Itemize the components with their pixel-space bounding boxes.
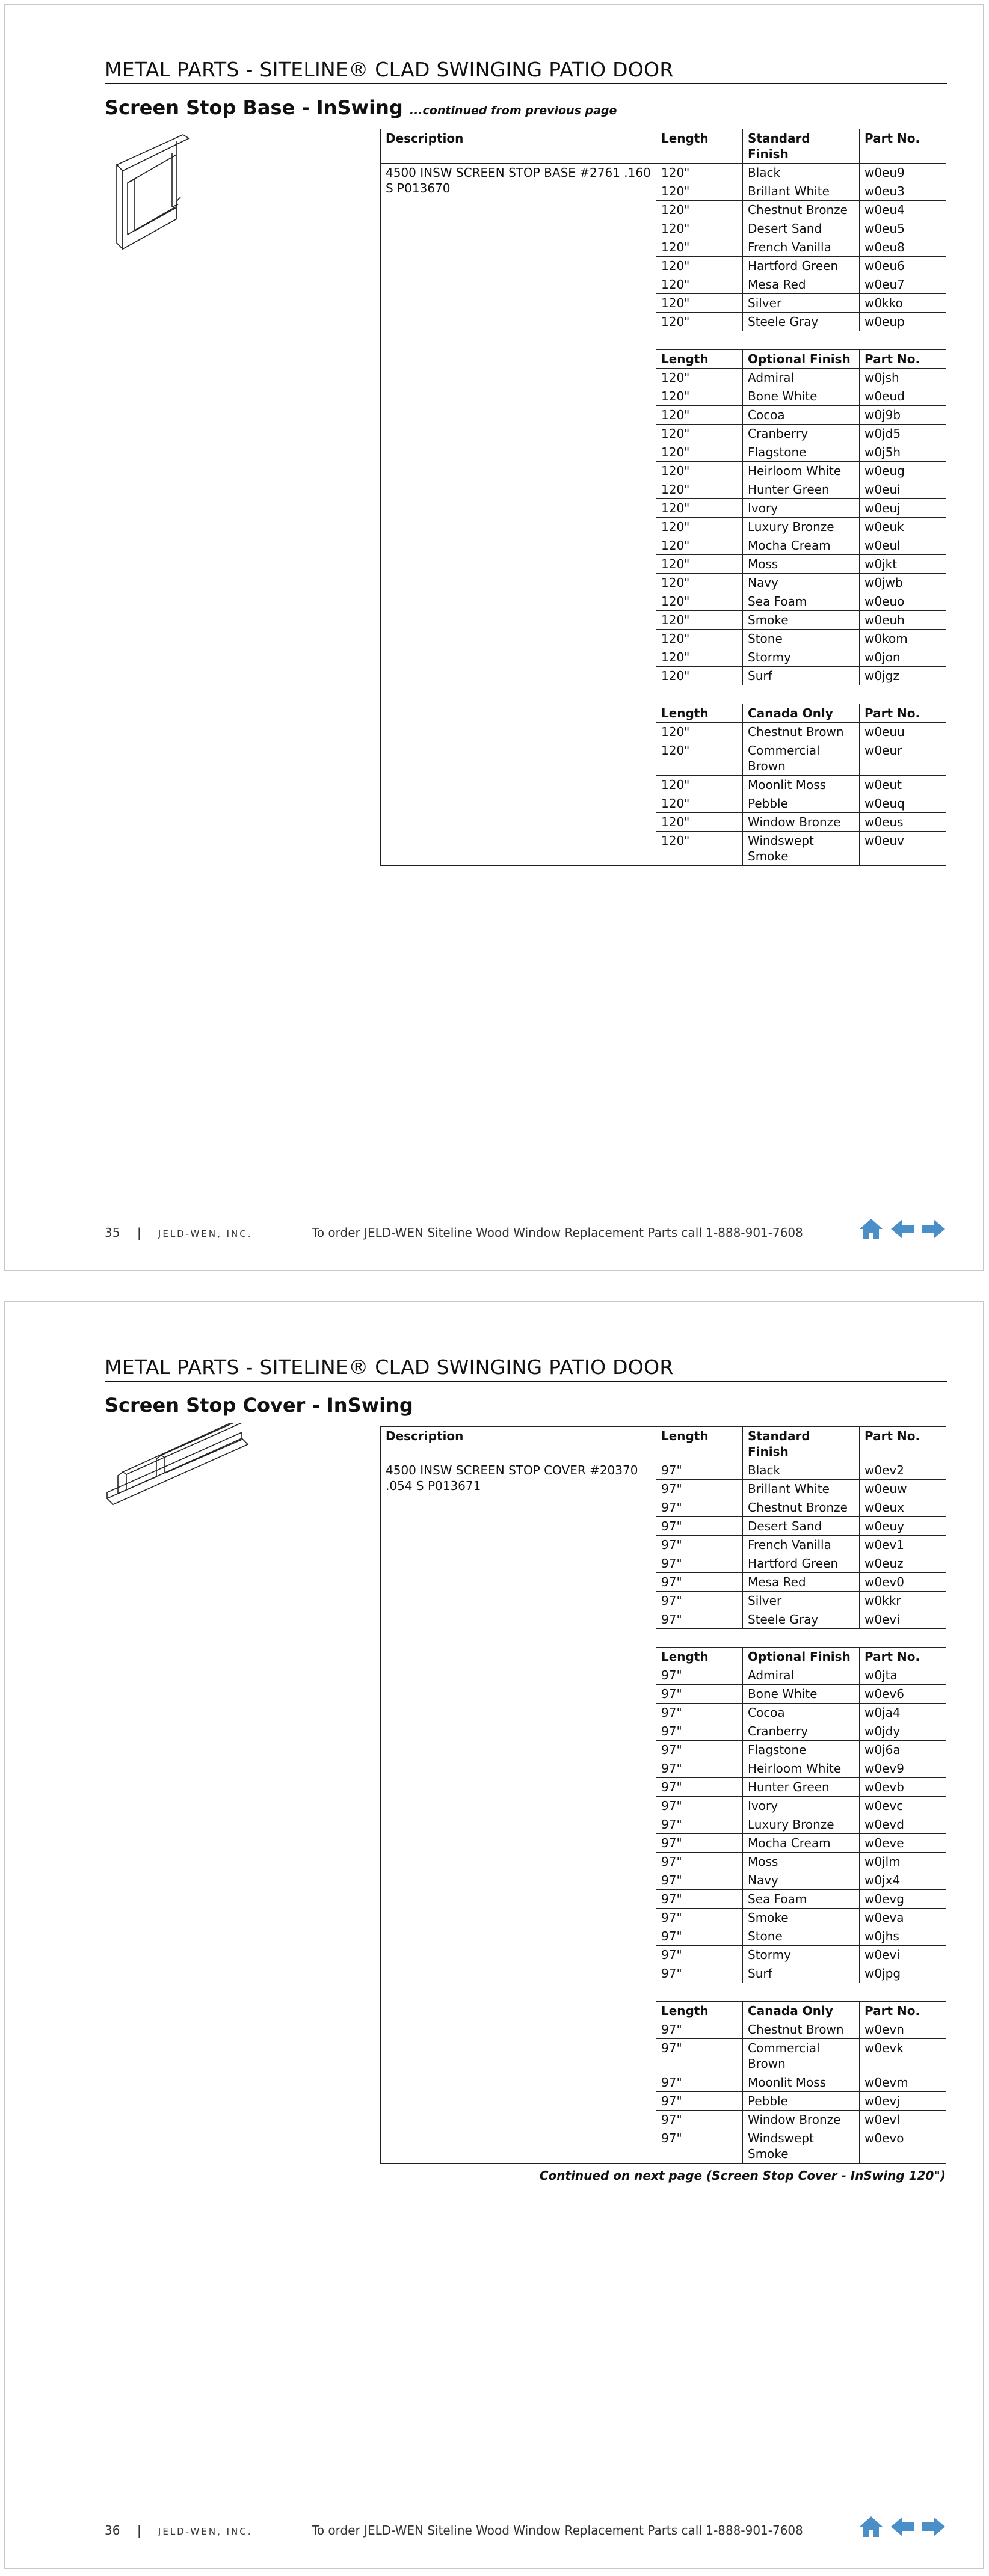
- column-header: Standard Finish: [743, 129, 860, 164]
- column-header: Standard Finish: [743, 1427, 860, 1461]
- part-number-cell: w0euq: [860, 794, 946, 813]
- page-number: 35: [105, 1225, 120, 1240]
- home-icon[interactable]: [858, 1217, 884, 1244]
- finish-cell: Navy: [743, 574, 860, 592]
- finish-cell: Pebble: [743, 794, 860, 813]
- length-cell: 120": [656, 667, 743, 685]
- section-title: [105, 96, 617, 119]
- part-number-cell: w0euz: [860, 1554, 946, 1573]
- length-cell: 120": [656, 480, 743, 499]
- part-number-cell: w0evb: [860, 1778, 946, 1797]
- length-cell: 120": [656, 611, 743, 630]
- length-cell: 120": [656, 499, 743, 518]
- finish-cell: Sea Foam: [743, 592, 860, 611]
- length-cell: 97": [656, 1890, 743, 1909]
- part-number-cell: w0jwb: [860, 574, 946, 592]
- part-number-cell: w0eu3: [860, 182, 946, 201]
- length-cell: 97": [656, 1685, 743, 1704]
- finish-cell: Pebble: [743, 2092, 860, 2111]
- part-description: 4500 INSW SCREEN STOP COVER #20370 .054 S P013671: [381, 1461, 656, 2164]
- length-cell: 97": [656, 1573, 743, 1592]
- part-number-cell: w0kkr: [860, 1592, 946, 1610]
- part-number-cell: w0eve: [860, 1834, 946, 1853]
- length-cell: 97": [656, 1666, 743, 1685]
- part-number-cell: w0eu5: [860, 219, 946, 238]
- length-cell: 120": [656, 201, 743, 219]
- column-header: Length: [656, 704, 743, 723]
- finish-cell: Chestnut Bronze: [743, 201, 860, 219]
- length-cell: 120": [656, 219, 743, 238]
- length-cell: 120": [656, 555, 743, 574]
- part-number-cell: w0evc: [860, 1797, 946, 1815]
- length-cell: 120": [656, 630, 743, 648]
- section-note: ...continued from previous page: [409, 104, 617, 117]
- length-cell: 97": [656, 1722, 743, 1741]
- part-number-cell: w0evk: [860, 2039, 946, 2073]
- part-number-cell: w0evj: [860, 2092, 946, 2111]
- part-number-cell: w0euy: [860, 1517, 946, 1536]
- part-number-cell: w0eus: [860, 813, 946, 832]
- screen-stop-cover-illustration: [105, 1423, 261, 1515]
- length-cell: 97": [656, 1759, 743, 1778]
- footer-separator: |: [137, 2523, 141, 2538]
- finish-cell: Stormy: [743, 1946, 860, 1964]
- part-number-cell: w0eug: [860, 462, 946, 480]
- length-cell: 120": [656, 406, 743, 425]
- length-cell: 97": [656, 1815, 743, 1834]
- part-number-cell: w0evi: [860, 1610, 946, 1629]
- length-cell: 120": [656, 257, 743, 275]
- finish-cell: Windswept Smoke: [743, 832, 860, 866]
- part-number-cell: w0eu6: [860, 257, 946, 275]
- finish-cell: Commercial Brown: [743, 2039, 860, 2073]
- finish-cell: Moss: [743, 555, 860, 574]
- finish-cell: Sea Foam: [743, 1890, 860, 1909]
- finish-cell: Ivory: [743, 1797, 860, 1815]
- part-number-cell: w0eu7: [860, 275, 946, 294]
- length-cell: 120": [656, 723, 743, 741]
- finish-cell: Chestnut Brown: [743, 723, 860, 741]
- section-title-text: Screen Stop Cover - InSwing: [105, 1394, 413, 1417]
- length-cell: 120": [656, 592, 743, 611]
- length-cell: 97": [656, 1909, 743, 1927]
- finish-cell: Luxury Bronze: [743, 518, 860, 536]
- length-cell: 97": [656, 1834, 743, 1853]
- length-cell: 97": [656, 1498, 743, 1517]
- part-number-cell: w0jlm: [860, 1853, 946, 1871]
- parts-table: [380, 1426, 946, 2164]
- length-cell: 97": [656, 1927, 743, 1946]
- part-number-cell: w0jgz: [860, 667, 946, 685]
- finish-cell: Surf: [743, 1964, 860, 1983]
- part-number-cell: w0eut: [860, 776, 946, 794]
- finish-cell: Silver: [743, 1592, 860, 1610]
- finish-cell: French Vanilla: [743, 1536, 860, 1554]
- spacer-cell: [656, 1983, 946, 2002]
- finish-cell: Desert Sand: [743, 1517, 860, 1536]
- part-number-cell: w0euk: [860, 518, 946, 536]
- finish-cell: Bone White: [743, 1685, 860, 1704]
- home-icon[interactable]: [858, 2515, 884, 2541]
- column-header: Optional Finish: [743, 350, 860, 369]
- table-row: [381, 1461, 946, 1480]
- finish-cell: Stone: [743, 630, 860, 648]
- spacer-cell: [656, 1629, 946, 1648]
- length-cell: 97": [656, 1610, 743, 1629]
- description-header: Description: [381, 1427, 656, 1461]
- finish-cell: Stormy: [743, 648, 860, 667]
- part-number-cell: w0euj: [860, 499, 946, 518]
- length-cell: 97": [656, 2129, 743, 2164]
- length-cell: 120": [656, 238, 743, 257]
- length-cell: 120": [656, 741, 743, 776]
- column-header: Part No.: [860, 1648, 946, 1666]
- part-number-cell: w0eu9: [860, 164, 946, 182]
- finish-cell: Flagstone: [743, 1741, 860, 1759]
- finish-cell: Smoke: [743, 611, 860, 630]
- finish-cell: Stone: [743, 1927, 860, 1946]
- part-number-cell: w0ev0: [860, 1573, 946, 1592]
- part-number-cell: w0ev6: [860, 1685, 946, 1704]
- finish-cell: Cranberry: [743, 1722, 860, 1741]
- part-number-cell: w0evi: [860, 1946, 946, 1964]
- column-header: Canada Only: [743, 2002, 860, 2020]
- finish-cell: Window Bronze: [743, 2111, 860, 2129]
- part-number-cell: w0kko: [860, 294, 946, 313]
- part-number-cell: w0jkt: [860, 555, 946, 574]
- part-number-cell: w0jon: [860, 648, 946, 667]
- finish-cell: Chestnut Brown: [743, 2020, 860, 2039]
- section-title-text: Screen Stop Base - InSwing: [105, 96, 403, 119]
- finish-cell: Heirloom White: [743, 1759, 860, 1778]
- finish-cell: Hunter Green: [743, 1778, 860, 1797]
- page-navigation: [858, 2515, 948, 2541]
- length-cell: 120": [656, 794, 743, 813]
- finish-cell: Brillant White: [743, 182, 860, 201]
- column-header: Length: [656, 2002, 743, 2020]
- table-row: [381, 164, 946, 182]
- length-cell: 120": [656, 832, 743, 866]
- finish-cell: Mesa Red: [743, 1573, 860, 1592]
- page-number: 36: [105, 2523, 120, 2538]
- part-description: 4500 INSW SCREEN STOP BASE #2761 .160 S P013670: [381, 164, 656, 866]
- finish-cell: Steele Gray: [743, 313, 860, 331]
- length-cell: 120": [656, 387, 743, 406]
- part-number-cell: w0euv: [860, 832, 946, 866]
- length-cell: 97": [656, 1480, 743, 1498]
- length-cell: 120": [656, 443, 743, 462]
- next-page-icon[interactable]: [920, 2515, 947, 2541]
- finish-cell: Cranberry: [743, 425, 860, 443]
- part-number-cell: w0eui: [860, 480, 946, 499]
- catalog-page: [4, 4, 984, 1271]
- length-cell: 97": [656, 1704, 743, 1722]
- next-page-icon[interactable]: [920, 1217, 947, 1244]
- finish-cell: Cocoa: [743, 1704, 860, 1722]
- page-header-title: METAL PARTS - SITELINE® CLAD SWINGING PATIO DOOR: [105, 58, 674, 81]
- parts-table: [380, 129, 946, 866]
- screen-stop-base-illustration: [105, 129, 195, 263]
- column-header: Part No.: [860, 129, 946, 164]
- order-info: To order JELD-WEN Siteline Wood Window Replacement Parts call 1-888-901-7608: [312, 2523, 803, 2538]
- length-cell: 97": [656, 2020, 743, 2039]
- finish-cell: Hartford Green: [743, 1554, 860, 1573]
- length-cell: 97": [656, 2111, 743, 2129]
- part-number-cell: w0eup: [860, 313, 946, 331]
- finish-cell: Mocha Cream: [743, 1834, 860, 1853]
- part-number-cell: w0kom: [860, 630, 946, 648]
- length-cell: 97": [656, 1778, 743, 1797]
- length-cell: 97": [656, 1592, 743, 1610]
- table-header-row: [381, 129, 946, 164]
- finish-cell: Moonlit Moss: [743, 2073, 860, 2092]
- length-cell: 97": [656, 1536, 743, 1554]
- part-number-cell: w0evl: [860, 2111, 946, 2129]
- finish-cell: Admiral: [743, 1666, 860, 1685]
- page-footer: [105, 2523, 803, 2538]
- column-header: Length: [656, 1648, 743, 1666]
- catalog-page: [4, 1301, 984, 2569]
- length-cell: 97": [656, 1853, 743, 1871]
- column-header: Part No.: [860, 1427, 946, 1461]
- finish-cell: Flagstone: [743, 443, 860, 462]
- part-number-cell: w0euw: [860, 1480, 946, 1498]
- part-number-cell: w0j9b: [860, 406, 946, 425]
- finish-cell: Chestnut Bronze: [743, 1498, 860, 1517]
- part-number-cell: w0euh: [860, 611, 946, 630]
- page-header-title: METAL PARTS - SITELINE® CLAD SWINGING PATIO DOOR: [105, 1355, 674, 1379]
- part-number-cell: w0ev1: [860, 1536, 946, 1554]
- length-cell: 97": [656, 1946, 743, 1964]
- finish-cell: Window Bronze: [743, 813, 860, 832]
- part-number-cell: w0ev2: [860, 1461, 946, 1480]
- column-header: Length: [656, 129, 743, 164]
- finish-cell: Ivory: [743, 499, 860, 518]
- length-cell: 120": [656, 574, 743, 592]
- previous-page-icon[interactable]: [889, 1217, 916, 1244]
- length-cell: 97": [656, 1871, 743, 1890]
- finish-cell: Smoke: [743, 1909, 860, 1927]
- part-number-cell: w0evg: [860, 1890, 946, 1909]
- part-number-cell: w0jhs: [860, 1927, 946, 1946]
- part-number-cell: w0jsh: [860, 369, 946, 387]
- length-cell: 120": [656, 294, 743, 313]
- previous-page-icon[interactable]: [889, 2515, 916, 2541]
- part-number-cell: w0j5h: [860, 443, 946, 462]
- finish-cell: Black: [743, 164, 860, 182]
- part-number-cell: w0j6a: [860, 1741, 946, 1759]
- finish-cell: Admiral: [743, 369, 860, 387]
- finish-cell: Windswept Smoke: [743, 2129, 860, 2164]
- header-rule: [105, 1381, 947, 1382]
- finish-cell: Navy: [743, 1871, 860, 1890]
- finish-cell: Black: [743, 1461, 860, 1480]
- length-cell: 120": [656, 369, 743, 387]
- length-cell: 97": [656, 2039, 743, 2073]
- length-cell: 120": [656, 164, 743, 182]
- company-name: JELD-WEN, INC.: [158, 2526, 253, 2537]
- page-navigation: [858, 1217, 948, 1244]
- finish-cell: Heirloom White: [743, 462, 860, 480]
- finish-cell: Surf: [743, 667, 860, 685]
- part-number-cell: w0eur: [860, 741, 946, 776]
- finish-cell: Cocoa: [743, 406, 860, 425]
- length-cell: 97": [656, 1964, 743, 1983]
- column-header: Optional Finish: [743, 1648, 860, 1666]
- finish-cell: French Vanilla: [743, 238, 860, 257]
- finish-cell: Luxury Bronze: [743, 1815, 860, 1834]
- length-cell: 97": [656, 1461, 743, 1480]
- part-number-cell: w0eva: [860, 1909, 946, 1927]
- length-cell: 120": [656, 462, 743, 480]
- finish-cell: Mocha Cream: [743, 536, 860, 555]
- continued-note: Continued on next page (Screen Stop Cover - InSwing 120"): [539, 2168, 946, 2183]
- part-number-cell: w0jpg: [860, 1964, 946, 1983]
- table-header-row: [381, 1427, 946, 1461]
- column-header: Length: [656, 350, 743, 369]
- part-number-cell: w0euu: [860, 723, 946, 741]
- part-number-cell: w0eux: [860, 1498, 946, 1517]
- part-number-cell: w0eu4: [860, 201, 946, 219]
- length-cell: 97": [656, 2073, 743, 2092]
- part-number-cell: w0eud: [860, 387, 946, 406]
- part-number-cell: w0ev9: [860, 1759, 946, 1778]
- company-name: JELD-WEN, INC.: [158, 1228, 253, 1239]
- page-footer: [105, 1225, 803, 1240]
- part-number-cell: w0jd5: [860, 425, 946, 443]
- order-info: To order JELD-WEN Siteline Wood Window Replacement Parts call 1-888-901-7608: [312, 1225, 803, 1240]
- part-number-cell: w0eu8: [860, 238, 946, 257]
- finish-cell: Bone White: [743, 387, 860, 406]
- part-number-cell: w0ja4: [860, 1704, 946, 1722]
- part-number-cell: w0euo: [860, 592, 946, 611]
- length-cell: 120": [656, 776, 743, 794]
- finish-cell: Hartford Green: [743, 257, 860, 275]
- spacer-cell: [656, 331, 946, 350]
- part-number-cell: w0evn: [860, 2020, 946, 2039]
- finish-cell: Moss: [743, 1853, 860, 1871]
- header-rule: [105, 83, 947, 84]
- column-header: Part No.: [860, 350, 946, 369]
- length-cell: 97": [656, 2092, 743, 2111]
- part-number-cell: w0eul: [860, 536, 946, 555]
- column-header: Part No.: [860, 704, 946, 723]
- column-header: Length: [656, 1427, 743, 1461]
- finish-cell: Steele Gray: [743, 1610, 860, 1629]
- length-cell: 97": [656, 1517, 743, 1536]
- part-number-cell: w0jx4: [860, 1871, 946, 1890]
- column-header: Canada Only: [743, 704, 860, 723]
- section-title: [105, 1394, 413, 1417]
- length-cell: 120": [656, 425, 743, 443]
- part-number-cell: w0evm: [860, 2073, 946, 2092]
- length-cell: 120": [656, 275, 743, 294]
- length-cell: 97": [656, 1797, 743, 1815]
- part-number-cell: w0evd: [860, 1815, 946, 1834]
- part-number-cell: w0jdy: [860, 1722, 946, 1741]
- spacer-cell: [656, 685, 946, 704]
- column-header: Part No.: [860, 2002, 946, 2020]
- length-cell: 97": [656, 1741, 743, 1759]
- footer-separator: |: [137, 1225, 141, 1240]
- finish-cell: Desert Sand: [743, 219, 860, 238]
- length-cell: 120": [656, 518, 743, 536]
- finish-cell: Silver: [743, 294, 860, 313]
- part-number-cell: w0evo: [860, 2129, 946, 2164]
- finish-cell: Mesa Red: [743, 275, 860, 294]
- finish-cell: Commercial Brown: [743, 741, 860, 776]
- description-header: Description: [381, 129, 656, 164]
- length-cell: 120": [656, 536, 743, 555]
- part-number-cell: w0jta: [860, 1666, 946, 1685]
- length-cell: 120": [656, 182, 743, 201]
- length-cell: 120": [656, 648, 743, 667]
- length-cell: 120": [656, 313, 743, 331]
- length-cell: 97": [656, 1554, 743, 1573]
- finish-cell: Moonlit Moss: [743, 776, 860, 794]
- finish-cell: Brillant White: [743, 1480, 860, 1498]
- length-cell: 120": [656, 813, 743, 832]
- finish-cell: Hunter Green: [743, 480, 860, 499]
